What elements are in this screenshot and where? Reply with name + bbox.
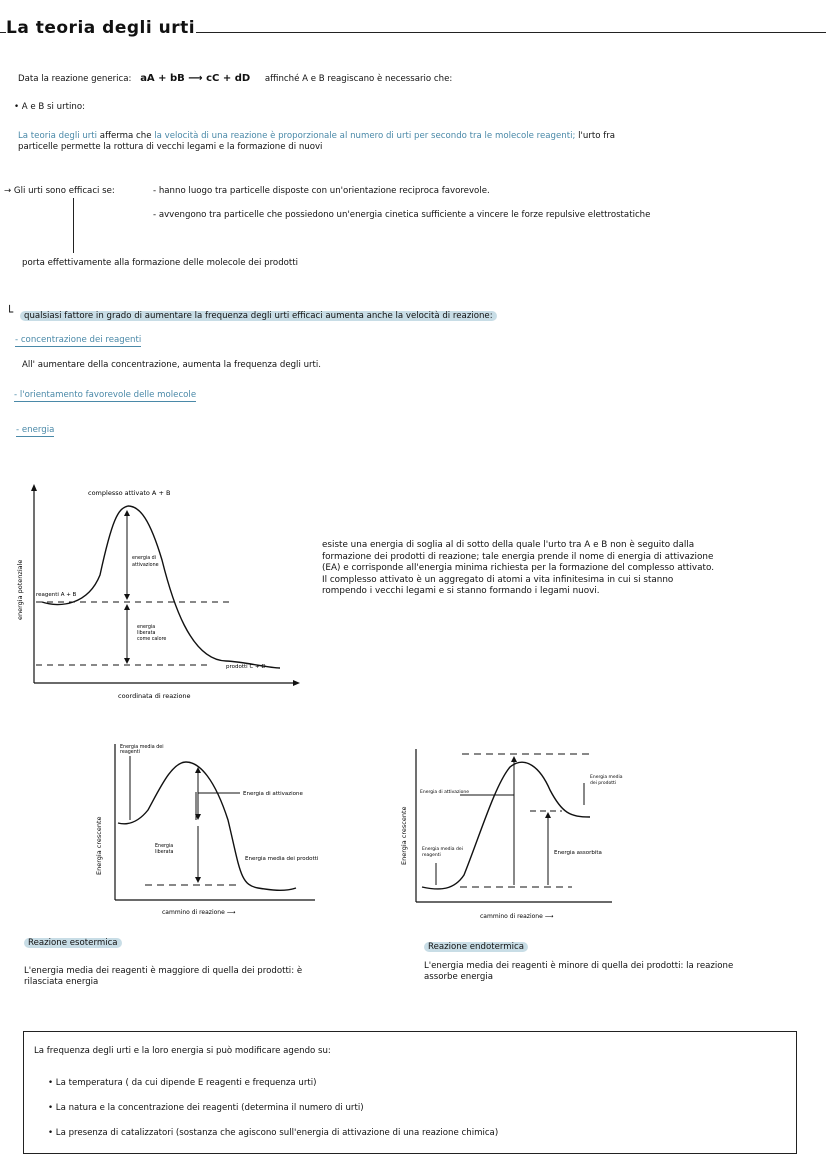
collision-bullet: • A e B si urtino: (14, 102, 85, 112)
endo-absorbed-label: Energia assorbita (554, 850, 602, 856)
endo-y-label: Energia crescente (400, 806, 408, 865)
factors-heading-text: qualsiasi fattore in grado di aumentare la frequenza degli urti efficaci aumenta anche la velocità di reazione: (20, 311, 497, 321)
factors-mark: └ (6, 305, 14, 319)
effective-condition-2: - avvengono tra particelle che possiedono un'energia cinetica sufficiente a vincere le forze repulsive elettrostatiche (153, 210, 651, 220)
exo-desc-1: L'energia media dei reagenti è maggiore di quella dei prodotti: è (24, 966, 303, 976)
factors-heading (20, 311, 497, 321)
description-line: (EA) e corrisponde all'energia minima richiesta per la formazione del complesso attivato. (322, 563, 714, 573)
factor-energy (16, 425, 54, 435)
endo-products-label-2: dei prodotti (590, 781, 617, 786)
exo-released-head (195, 877, 201, 883)
activation-arrow-head-up (124, 510, 130, 516)
x-axis-arrow (293, 680, 300, 686)
exo-name (24, 938, 122, 948)
exo-y-label: Energia crescente (95, 816, 103, 875)
effective-result: porta effettivamente alla formazione delle molecole dei prodotti (22, 258, 299, 268)
exo-products-label: Energia media dei prodotti (245, 856, 319, 862)
endo-desc-1: L'energia media dei reagenti è minore di quella dei prodotti: la reazione (424, 961, 734, 971)
theory-line-1 (18, 131, 615, 141)
endo-activation-label: Energia di attivazione (420, 790, 470, 795)
released-label-1: energia (137, 625, 156, 630)
x-axis-label: coordinata di reazione (118, 692, 191, 700)
endo-name-text: Reazione endotermica (424, 942, 528, 952)
theory-continue: l'urto fra (578, 131, 616, 141)
endo-products-label-1: Energia media (590, 775, 623, 780)
summary-item-temperature: • La temperatura ( da cui dipende E reagenti e frequenza urti) (48, 1078, 317, 1088)
products-label: prodotti C + D (226, 664, 266, 670)
reaction-equation: aA + bB ⟶ cC + dD (140, 73, 251, 84)
activation-label-2: attivazione (132, 563, 159, 568)
exo-desc-2: rilasciata energia (24, 977, 99, 987)
reagents-label: reagenti A + B (36, 592, 77, 598)
activation-arrow-head-down (124, 594, 130, 600)
y-axis-label: energia potenziale (16, 559, 24, 620)
endo-absorbed-head (545, 812, 551, 818)
description-line: esiste una energia di soglia al di sotto della quale l'urto tra A e B non è seguito dalla (322, 540, 695, 550)
summary-heading: La frequenza degli urti e la loro energia si può modificare agendo su: (34, 1046, 331, 1056)
exo-reagents-label-2: reagenti (120, 750, 141, 755)
factor-orientation (14, 390, 196, 400)
released-arrow-head-up (124, 604, 130, 610)
endo-desc-2: assorbe energia (424, 972, 493, 982)
endo-name (424, 942, 528, 952)
summary-item-catalysts: • La presenza di catalizzatori (sostanza che agiscono sull'energia di attivazione di una reazione chimica) (48, 1128, 499, 1138)
theory-term: La teoria degli urti (18, 131, 98, 141)
energy-profile-diagram (0, 480, 310, 705)
endothermic-diagram (400, 745, 640, 925)
theory-verb: afferma che (99, 131, 152, 141)
exothermic-diagram (90, 740, 340, 920)
released-arrow-head-down (124, 658, 130, 664)
theory-statement: la velocità di una reazione è proporzionale al numero di urti per secondo tra le molecole reagenti; (154, 131, 576, 141)
effective-lead: → Gli urti sono efficaci se: (4, 186, 115, 196)
activated-complex-label: complesso attivato A + B (88, 489, 171, 497)
endo-curve (422, 762, 590, 889)
exo-name-text: Reazione esotermica (24, 938, 122, 948)
exo-curve (118, 762, 296, 890)
activation-description (322, 540, 714, 598)
exo-released-label-2: liberata (155, 850, 174, 855)
exo-reagents-label-1: Energia media dei (120, 745, 164, 750)
description-line: formazione dei prodotti di reazione; tale energia prende il nome di energia di attivazione (322, 551, 714, 562)
exo-x-label: cammino di reazione ⟶ (162, 909, 236, 916)
factor-energy-text: - energia (16, 425, 55, 435)
factor-orientation-text: - l'orientamento favorevole delle molecole (14, 390, 197, 400)
endo-arrow-up (511, 756, 517, 762)
reaction-label: Data la reazione generica: (18, 74, 132, 84)
title-underline (196, 32, 826, 33)
released-label-2: liberata (137, 631, 156, 636)
page-title: La teoria degli urti (6, 18, 196, 38)
theory-line-2: particelle permette la rottura di vecchi legami e la formazione di nuovi (18, 142, 323, 152)
endo-x-label: cammino di reazione ⟶ (480, 913, 554, 920)
factor-concentration-text: - concentrazione dei reagenti (15, 335, 142, 345)
intro-line (18, 74, 452, 84)
summary-item-concentration: • La natura e la concentrazione dei reagenti (determina il numero di urti) (48, 1103, 364, 1113)
exo-released-label-1: Energia (155, 844, 174, 849)
description-line: rompendo i vecchi legami e si stanno formando i legami nuovi. (322, 586, 600, 596)
energy-curve (42, 506, 280, 668)
endo-reagents-label-2: reagenti (422, 853, 441, 858)
endo-reagents-label-1: Energia media dei (422, 847, 463, 852)
exo-activation-label: Energia di attivazione (243, 791, 303, 797)
reaction-condition: affinché A e B reagiscano è necessario che: (264, 74, 453, 84)
factor-concentration (15, 335, 141, 345)
effective-condition-1: - hanno luogo tra particelle disposte con un'orientazione reciproca favorevole. (153, 186, 490, 196)
y-axis-arrow (31, 484, 37, 491)
description-line: Il complesso attivato è un aggregato di atomi a vita infinitesima in cui si stanno (322, 574, 674, 585)
released-label-3: come calore (137, 637, 167, 642)
effective-connector (73, 198, 74, 253)
factor-concentration-note: All' aumentare della concentrazione, aumenta la frequenza degli urti. (22, 360, 322, 370)
activation-label-1: energia di (132, 556, 157, 561)
